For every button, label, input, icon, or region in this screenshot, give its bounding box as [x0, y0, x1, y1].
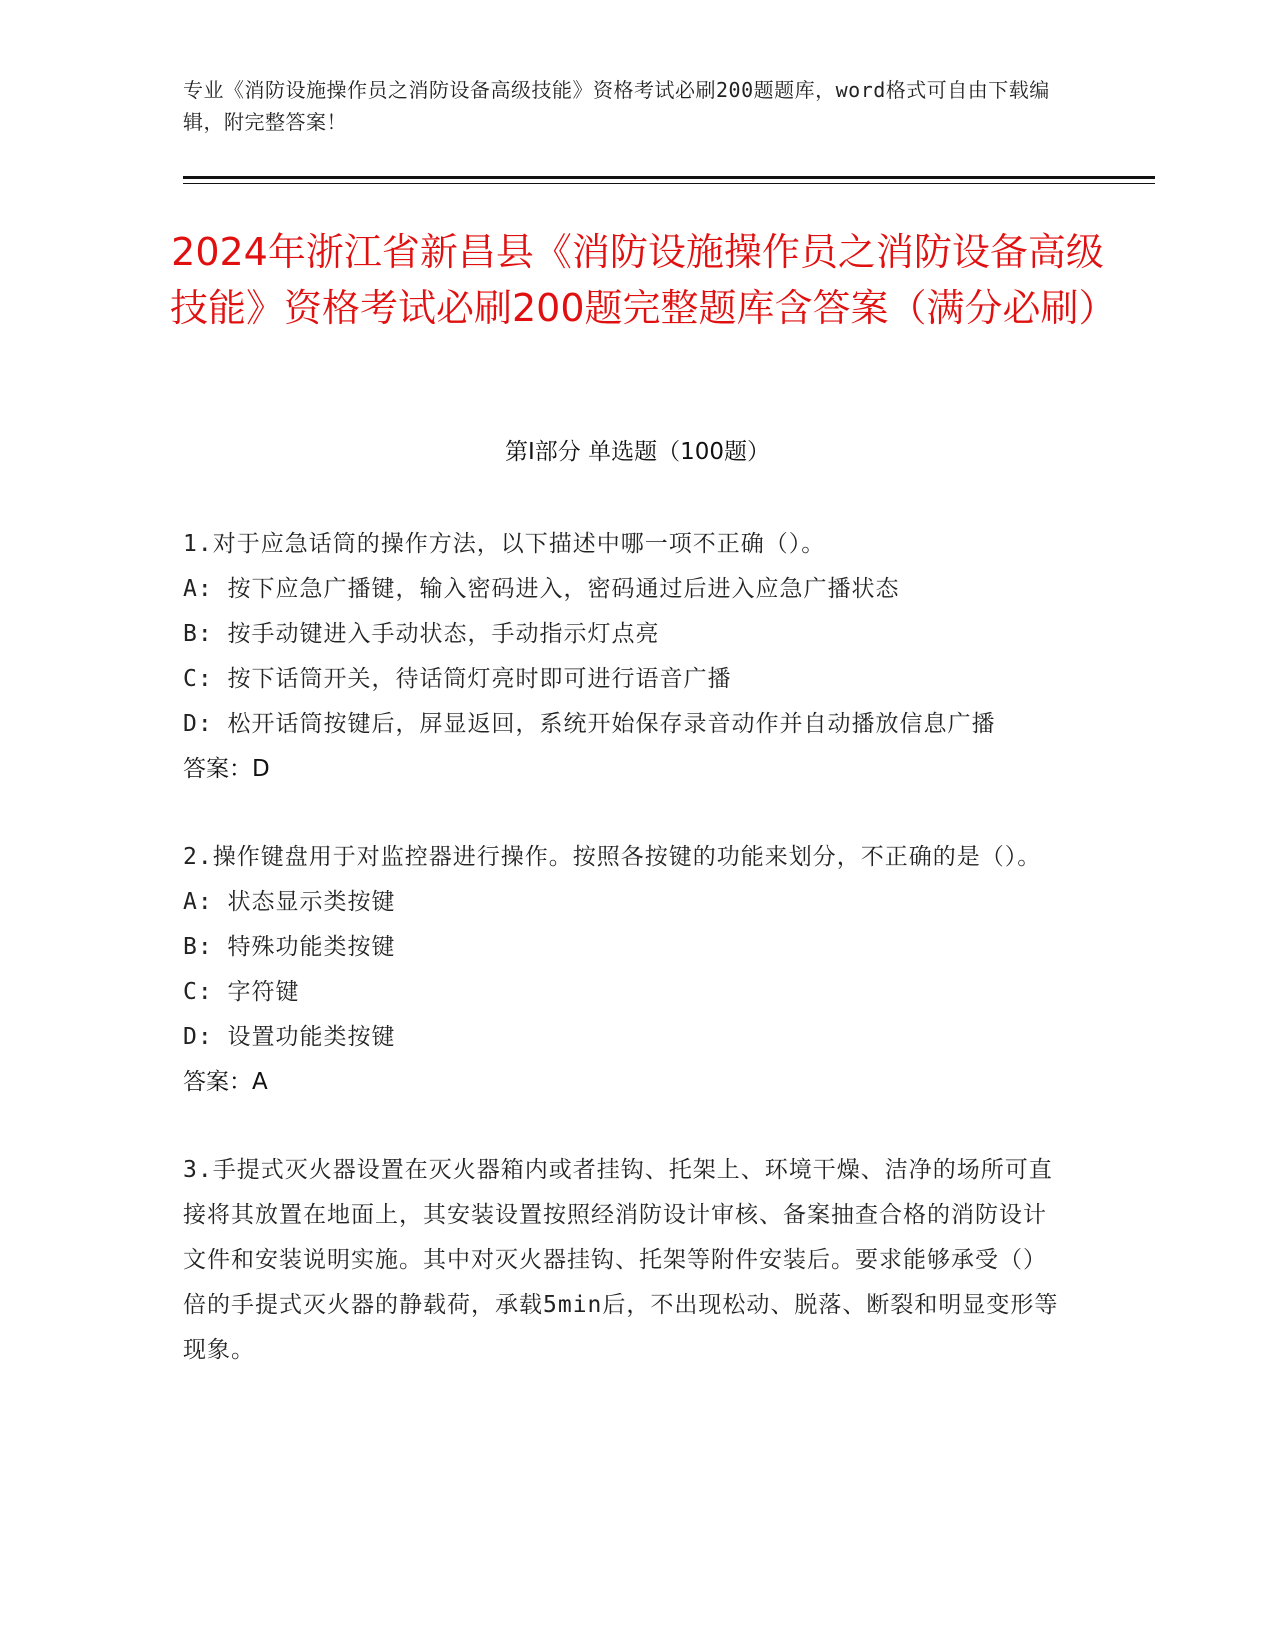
option-c: C: 按下话筒开关，待话筒灯亮时即可进行语音广播 [183, 666, 732, 692]
section-title: 第Ⅰ部分 单选题（100题） [505, 439, 770, 465]
option-b: B: 特殊功能类按键 [183, 934, 396, 960]
option-b: B: 按手动键进入手动状态，手动指示灯点亮 [183, 621, 660, 647]
header-rule-thin [183, 183, 1155, 184]
question-2 [183, 835, 1063, 1105]
question-list [183, 522, 1063, 1416]
answer: 答案：D [183, 756, 270, 782]
header-rule-thick [183, 176, 1155, 179]
option-c: C: 字符键 [183, 979, 300, 1005]
question-stem: 2.操作键盘用于对监控器进行操作。按照各按键的功能来划分，不正确的是（）。 [183, 844, 1042, 870]
option-d: D: 设置功能类按键 [183, 1024, 396, 1050]
option-d: D: 松开话筒按键后，屏显返回，系统开始保存录音动作并自动播放信息广播 [183, 711, 996, 737]
header-note: 专业《消防设施操作员之消防设备高级技能》资格考试必刷200题题库，word格式可自由下载编辑，附完整答案！ [183, 78, 1050, 134]
question-stem: 3.手提式灭火器设置在灭火器箱内或者挂钩、托架上、环境干燥、洁净的场所可直接将其放置在地面上，其安装设置按照经消防设计审核、备案抽查合格的消防设计文件和安装说明实施。其中对灭火器挂钩、托架等附件安装后。要求能够承受（）倍的手提式灭火器的静载荷，承载5min后，不出现松动、脱落、断裂和明显变形等现象。 [183, 1157, 1059, 1363]
option-a: A: 按下应急广播键，输入密码进入，密码通过后进入应急广播状态 [183, 576, 900, 602]
option-a: A: 状态显示类按键 [183, 889, 396, 915]
question-3 [183, 1148, 1063, 1373]
document-title: 2024年浙江省新昌县《消防设施操作员之消防设备高级技能》资格考试必刷200题完整题库含答案（满分必刷） [170, 230, 1117, 330]
question-stem: 1.对于应急话筒的操作方法，以下描述中哪一项不正确（）。 [183, 531, 826, 557]
question-1 [183, 522, 1063, 792]
answer: 答案：A [183, 1069, 268, 1095]
